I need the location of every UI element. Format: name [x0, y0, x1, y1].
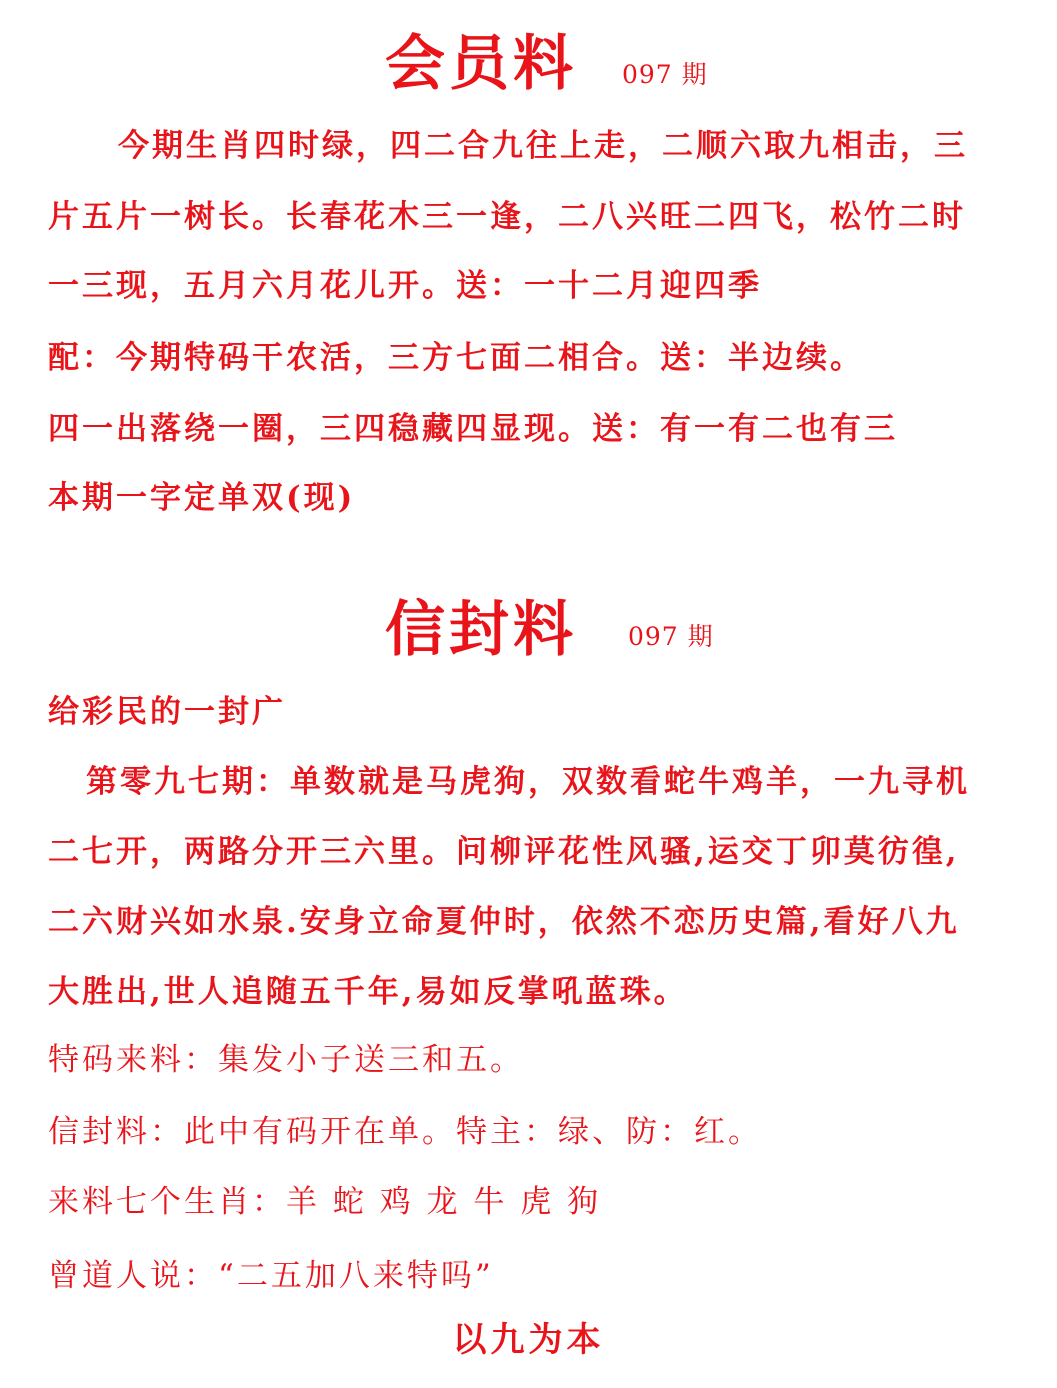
envelope-line-3: 二七开，两路分开三六里。问柳评花性风骚,运交丁卯莫彷徨, — [48, 834, 960, 870]
member-line-2: 片五片一树长。长春花木三一逢，二八兴旺二四飞，松竹二时 — [48, 199, 966, 235]
envelope-line-9: 曾道人说：“二五加八来特吗” — [48, 1258, 494, 1294]
envelope-title: 信封料 — [385, 595, 577, 665]
envelope-section-header — [0, 590, 1057, 670]
envelope-line-8: 来料七个生肖：羊 蛇 鸡 龙 牛 虎 狗 — [48, 1184, 602, 1220]
envelope-issue-number: 097 期 — [628, 622, 714, 651]
member-line-3: 一三现，五月六月花儿开。送：一十二月迎四季 — [48, 268, 762, 304]
member-title: 会员料 — [385, 29, 577, 99]
member-line-4: 配：今期特码干农活，三方七面二相合。送：半边续。 — [48, 340, 864, 376]
envelope-line-6: 特码来料：集发小子送三和五。 — [48, 1042, 524, 1078]
envelope-line-1: 给彩民的一封广 — [48, 694, 286, 730]
envelope-line-5: 大胜出,世人追随五千年,易如反掌吼蓝珠。 — [48, 974, 688, 1010]
envelope-line-2: 第零九七期：单数就是马虎狗，双数看蛇牛鸡羊，一九寻机 — [86, 764, 970, 800]
footer-motto: 以九为本 — [452, 1320, 605, 1360]
envelope-line-7: 信封料：此中有码开在单。特主：绿、防：红。 — [48, 1114, 762, 1150]
envelope-line-4: 二六财兴如水泉.安身立命夏仲时，依然不恋历史篇,看好八九 — [48, 904, 960, 940]
member-issue-number: 097 期 — [622, 60, 708, 89]
member-section-header — [0, 24, 1057, 104]
member-line-1: 今期生肖四时绿，四二合九往上走，二顺六取九相击，三 — [118, 128, 968, 164]
member-line-5: 四一出落绕一圈，三四稳藏四显现。送：有一有二也有三 — [48, 411, 898, 447]
member-line-6: 本期一字定单双(现) — [48, 480, 356, 516]
